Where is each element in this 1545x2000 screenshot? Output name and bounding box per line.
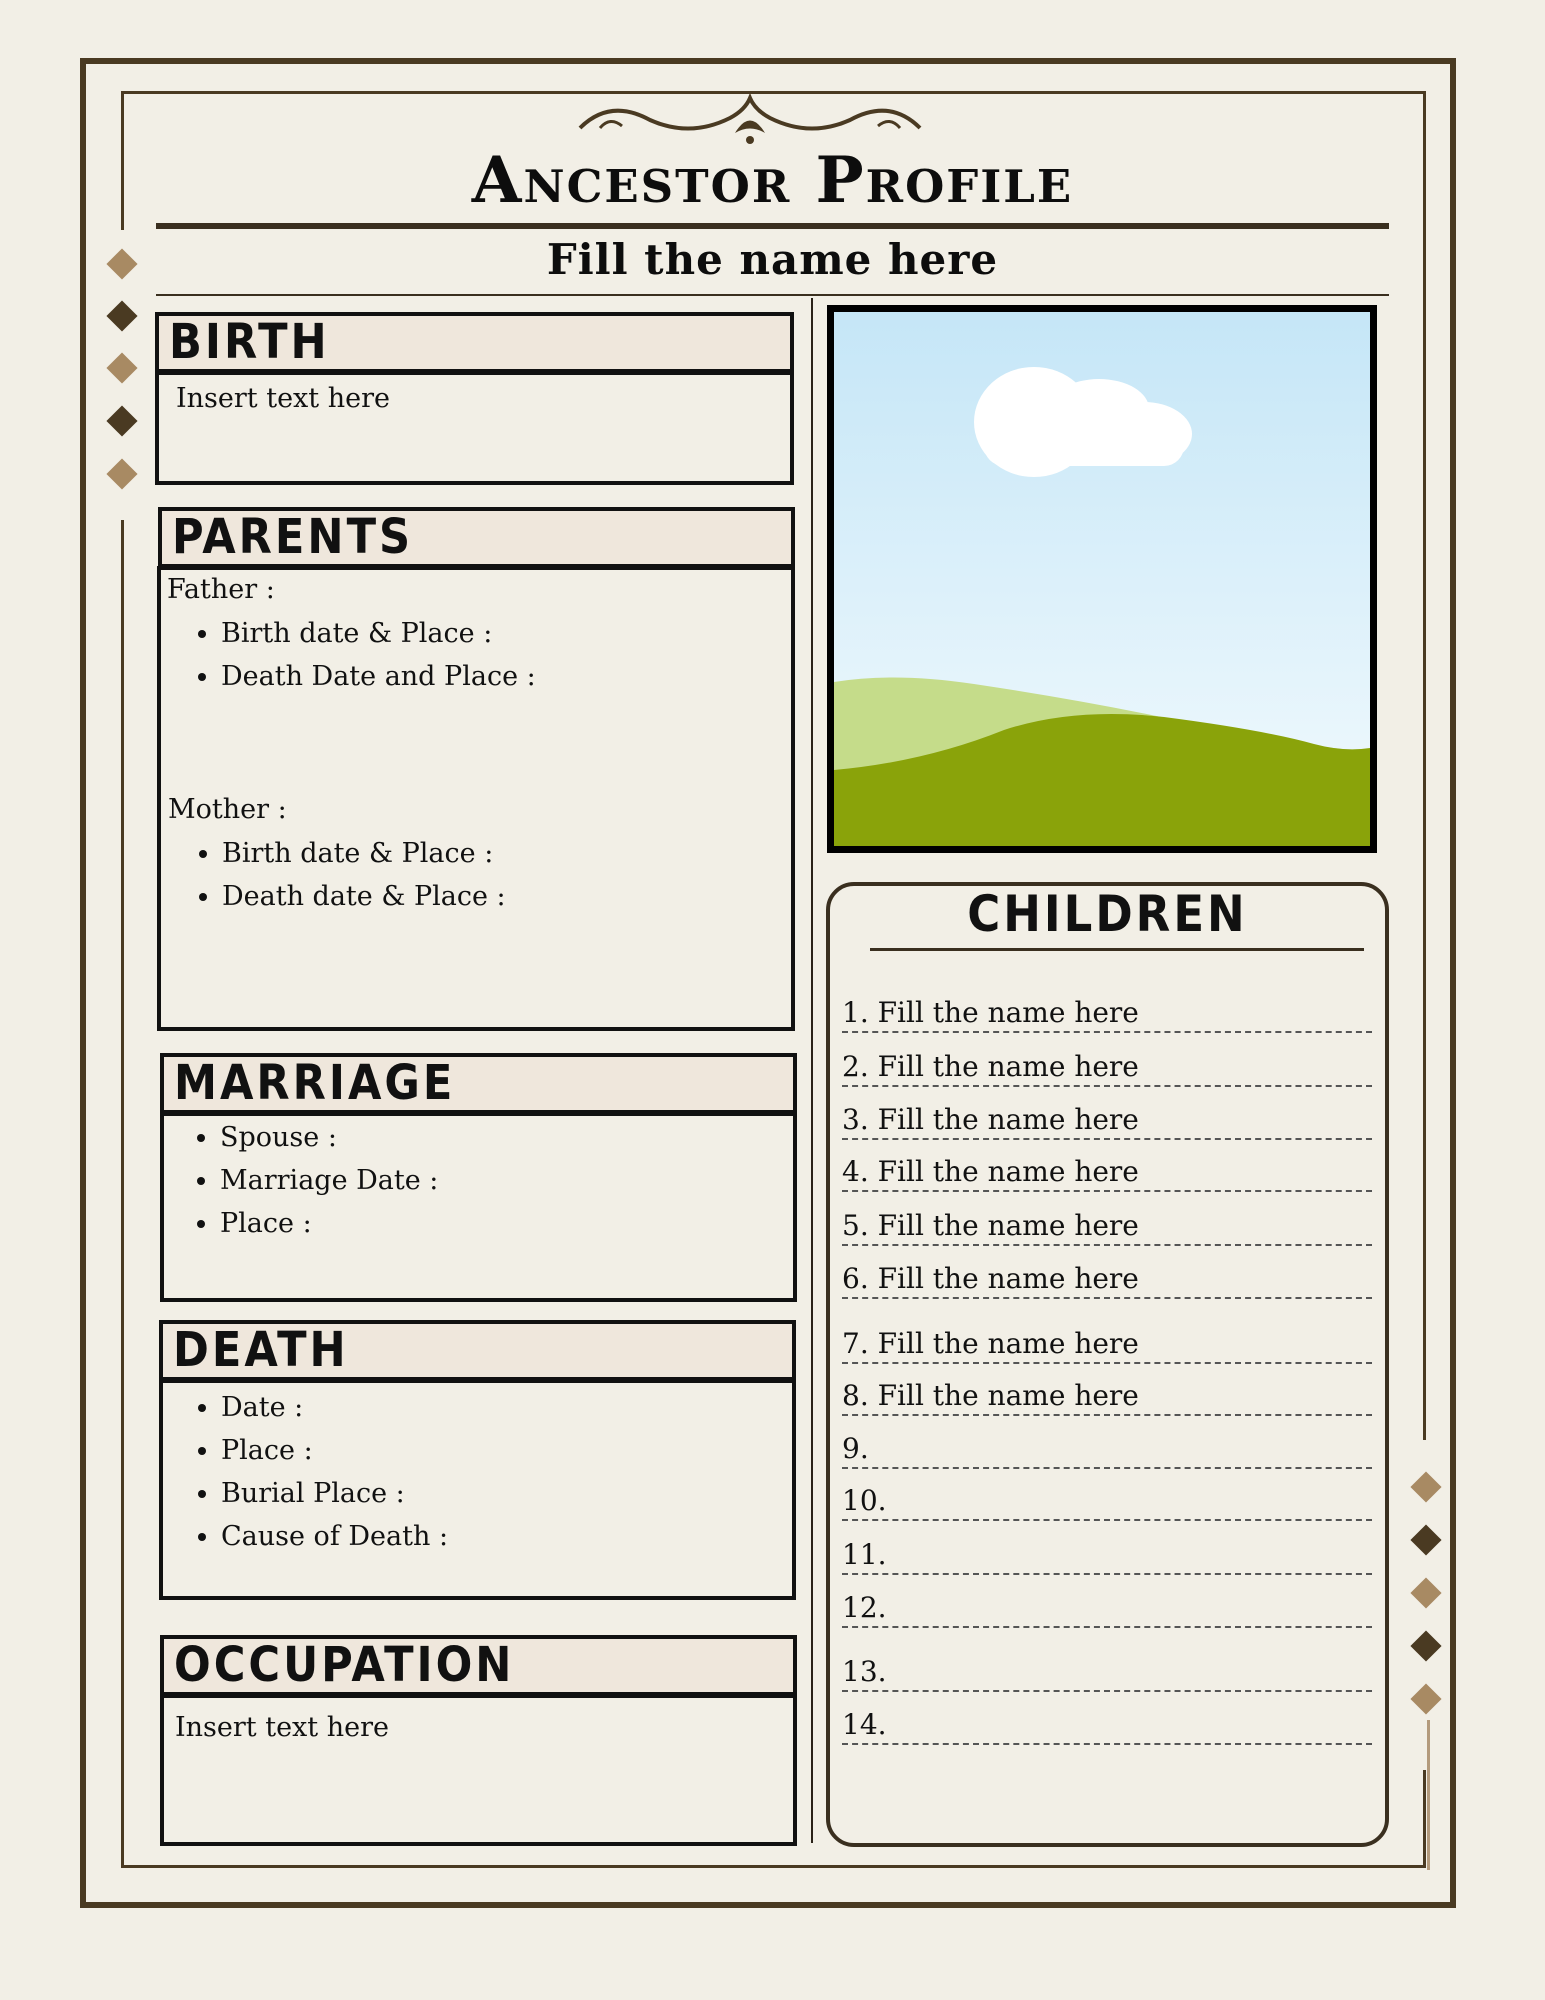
landscape-image xyxy=(834,312,1370,846)
child-row[interactable]: 12. xyxy=(842,1586,1372,1628)
occupation-text: Insert text here xyxy=(175,1712,389,1743)
parents-heading: PARENTS xyxy=(158,507,795,568)
list-item: • Marriage Date : xyxy=(220,1159,438,1202)
child-row[interactable]: 8. Fill the name here xyxy=(842,1374,1372,1416)
list-item: • Cause of Death : xyxy=(221,1515,448,1558)
list-item: • Burial Place : xyxy=(221,1472,448,1515)
death-list xyxy=(187,1386,448,1558)
list-item: • Date : xyxy=(221,1386,448,1429)
subtitle-rule xyxy=(156,294,1389,296)
ancestor-name: Fill the name here xyxy=(546,235,999,284)
occupation-heading: OCCUPATION xyxy=(160,1635,797,1696)
list-item: • Place : xyxy=(221,1429,448,1472)
portrait-image-placeholder[interactable] xyxy=(827,305,1377,853)
child-row[interactable]: 4. Fill the name here xyxy=(842,1150,1372,1192)
child-row[interactable]: 11. xyxy=(842,1533,1372,1575)
child-row[interactable]: 9. xyxy=(842,1427,1372,1469)
child-row[interactable]: 10. xyxy=(842,1479,1372,1521)
father-label: Father : xyxy=(167,574,275,605)
list-item: • Death date & Place : xyxy=(222,875,506,918)
child-row[interactable]: 5. Fill the name here xyxy=(842,1204,1372,1246)
list-item: • Death Date and Place : xyxy=(221,655,536,698)
list-item: • Spouse : xyxy=(220,1116,438,1159)
right-accent-line xyxy=(1427,1720,1430,1870)
child-row[interactable]: 7. Fill the name here xyxy=(842,1322,1372,1364)
page-title: Ancestor Profile xyxy=(471,143,1074,218)
child-row[interactable]: 14. xyxy=(842,1703,1372,1745)
mother-list xyxy=(188,832,506,918)
child-row[interactable]: 3. Fill the name here xyxy=(842,1098,1372,1140)
marriage-heading: MARRIAGE xyxy=(160,1053,797,1114)
children-heading: CHILDREN xyxy=(967,885,1248,943)
mother-label: Mother : xyxy=(168,794,287,825)
death-heading: DEATH xyxy=(159,1320,796,1381)
list-item: • Place : xyxy=(220,1202,438,1245)
column-divider xyxy=(811,298,813,1843)
father-list xyxy=(187,612,536,698)
birth-heading: BIRTH xyxy=(155,312,794,373)
child-row[interactable]: 1. Fill the name here xyxy=(842,991,1372,1033)
list-item: • Birth date & Place : xyxy=(221,612,536,655)
child-row[interactable]: 2. Fill the name here xyxy=(842,1045,1372,1087)
child-row[interactable]: 6. Fill the name here xyxy=(842,1257,1372,1299)
birth-text: Insert text here xyxy=(176,383,390,414)
child-row[interactable]: 13. xyxy=(842,1650,1372,1692)
marriage-list xyxy=(186,1116,438,1245)
list-item: • Birth date & Place : xyxy=(222,832,506,875)
flourish-ornament xyxy=(570,88,930,148)
title-rule xyxy=(156,223,1389,229)
children-rule xyxy=(870,948,1364,951)
